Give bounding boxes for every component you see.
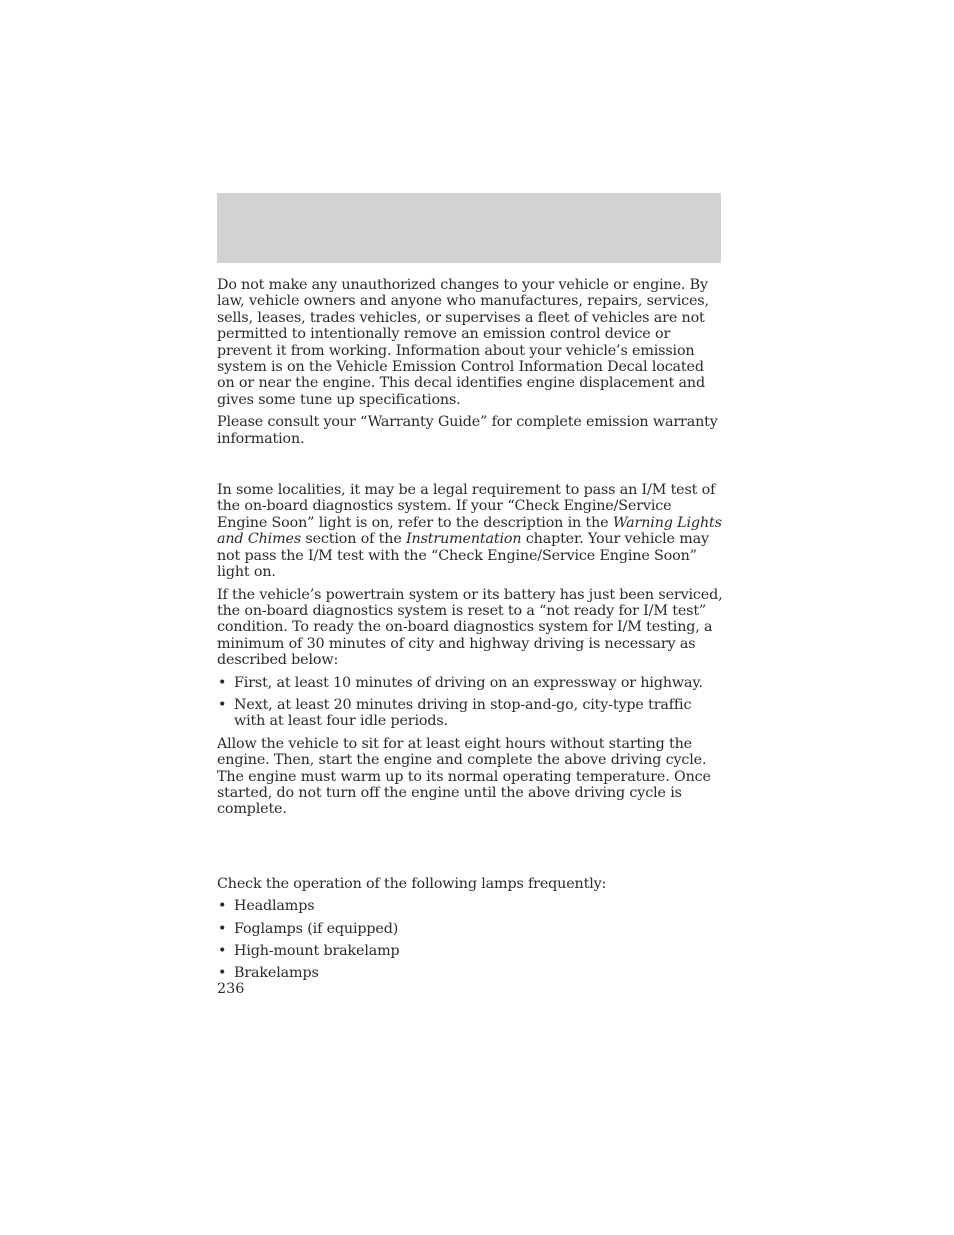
list-item	[217, 675, 723, 691]
bullet-glyph: •	[218, 674, 227, 691]
bullet-glyph: •	[218, 898, 227, 915]
paragraph-unauthorized-changes: Do not make any unauthorized changes to your vehicle or engine. By law, vehicle owners and anyone who manufactures, repairs, services, sells, leases, trades vehicles, or supervises a fleet of vehicles are not permitted to intentionally remove an emission control device or prevent it from working. Information about your vehicle’s emission system is on the Vehicle Emission Control Information Decal located on or near the engine. This decal identifies engine displacement and gives some tune up specifications.	[217, 277, 709, 408]
bullet-glyph: •	[218, 943, 227, 959]
section-spacer	[217, 453, 723, 482]
bullet-glyph: •	[218, 920, 227, 937]
list-item	[217, 898, 723, 914]
page-number: 236	[217, 981, 245, 997]
list-item	[217, 697, 723, 730]
page-content	[217, 277, 723, 988]
list-item	[217, 965, 723, 981]
list-item-text: Next, at least 20 minutes driving in stop-and-go, city-type traffic with at least four idle periods.	[234, 696, 692, 730]
im-test-text-c: chapter. Your vehicle may not pass the I/M test with the “Check Engine/Service Engine Soon” light on.	[217, 531, 709, 581]
bullet-glyph: •	[218, 965, 227, 982]
im-test-text-b: section of the	[301, 531, 407, 548]
driving-cycle-list	[217, 675, 723, 730]
list-item-text: High-mount brakelamp	[234, 943, 400, 959]
paragraph-powertrain-reset: If the vehicle’s powertrain system or its battery has just been serviced, the on-board diagnostics system is reset to a “not ready for I/M test” condition. To ready the on-board diagnostics system for I/M testing, a minimum of 30 minutes of city and highway driving is necessary as described below:	[217, 586, 723, 669]
bullet-glyph: •	[218, 696, 227, 713]
paragraph-driving-cycle: Allow the vehicle to sit for at least eight hours without starting the engine. Then, start the engine and complete the above driving cycle. The engine must warm up to its normal operating temperature. Once started, do not turn off the engine until the above driving cycle is complete.	[217, 735, 711, 818]
instrumentation-reference: Instrumentation	[406, 531, 522, 548]
paragraph-im-test	[217, 482, 723, 580]
list-item-text: Brakelamps	[234, 965, 319, 982]
section-header-band	[217, 193, 721, 263]
paragraph-warranty-guide: Please consult your “Warranty Guide” for complete emission warranty information.	[217, 414, 718, 447]
section-spacer	[217, 824, 723, 876]
lamps-list	[217, 898, 723, 982]
im-test-text-a: In some localities, it may be a legal requirement to pass an I/M test of the on-board diagnostics system. If your “Check Engine/Service Engine Soon” light is on, refer to the description in the	[217, 482, 716, 531]
list-item-text: First, at least 10 minutes of driving on an expressway or highway.	[234, 674, 703, 691]
list-item	[217, 921, 723, 937]
list-item-text: Foglamps (if equipped)	[234, 920, 399, 937]
list-item-text: Headlamps	[234, 898, 315, 915]
list-item	[217, 943, 723, 959]
warning-lights-reference: Warning Lights and Chimes	[217, 514, 722, 548]
paragraph-lamps-intro: Check the operation of the following lamps frequently:	[217, 875, 607, 892]
